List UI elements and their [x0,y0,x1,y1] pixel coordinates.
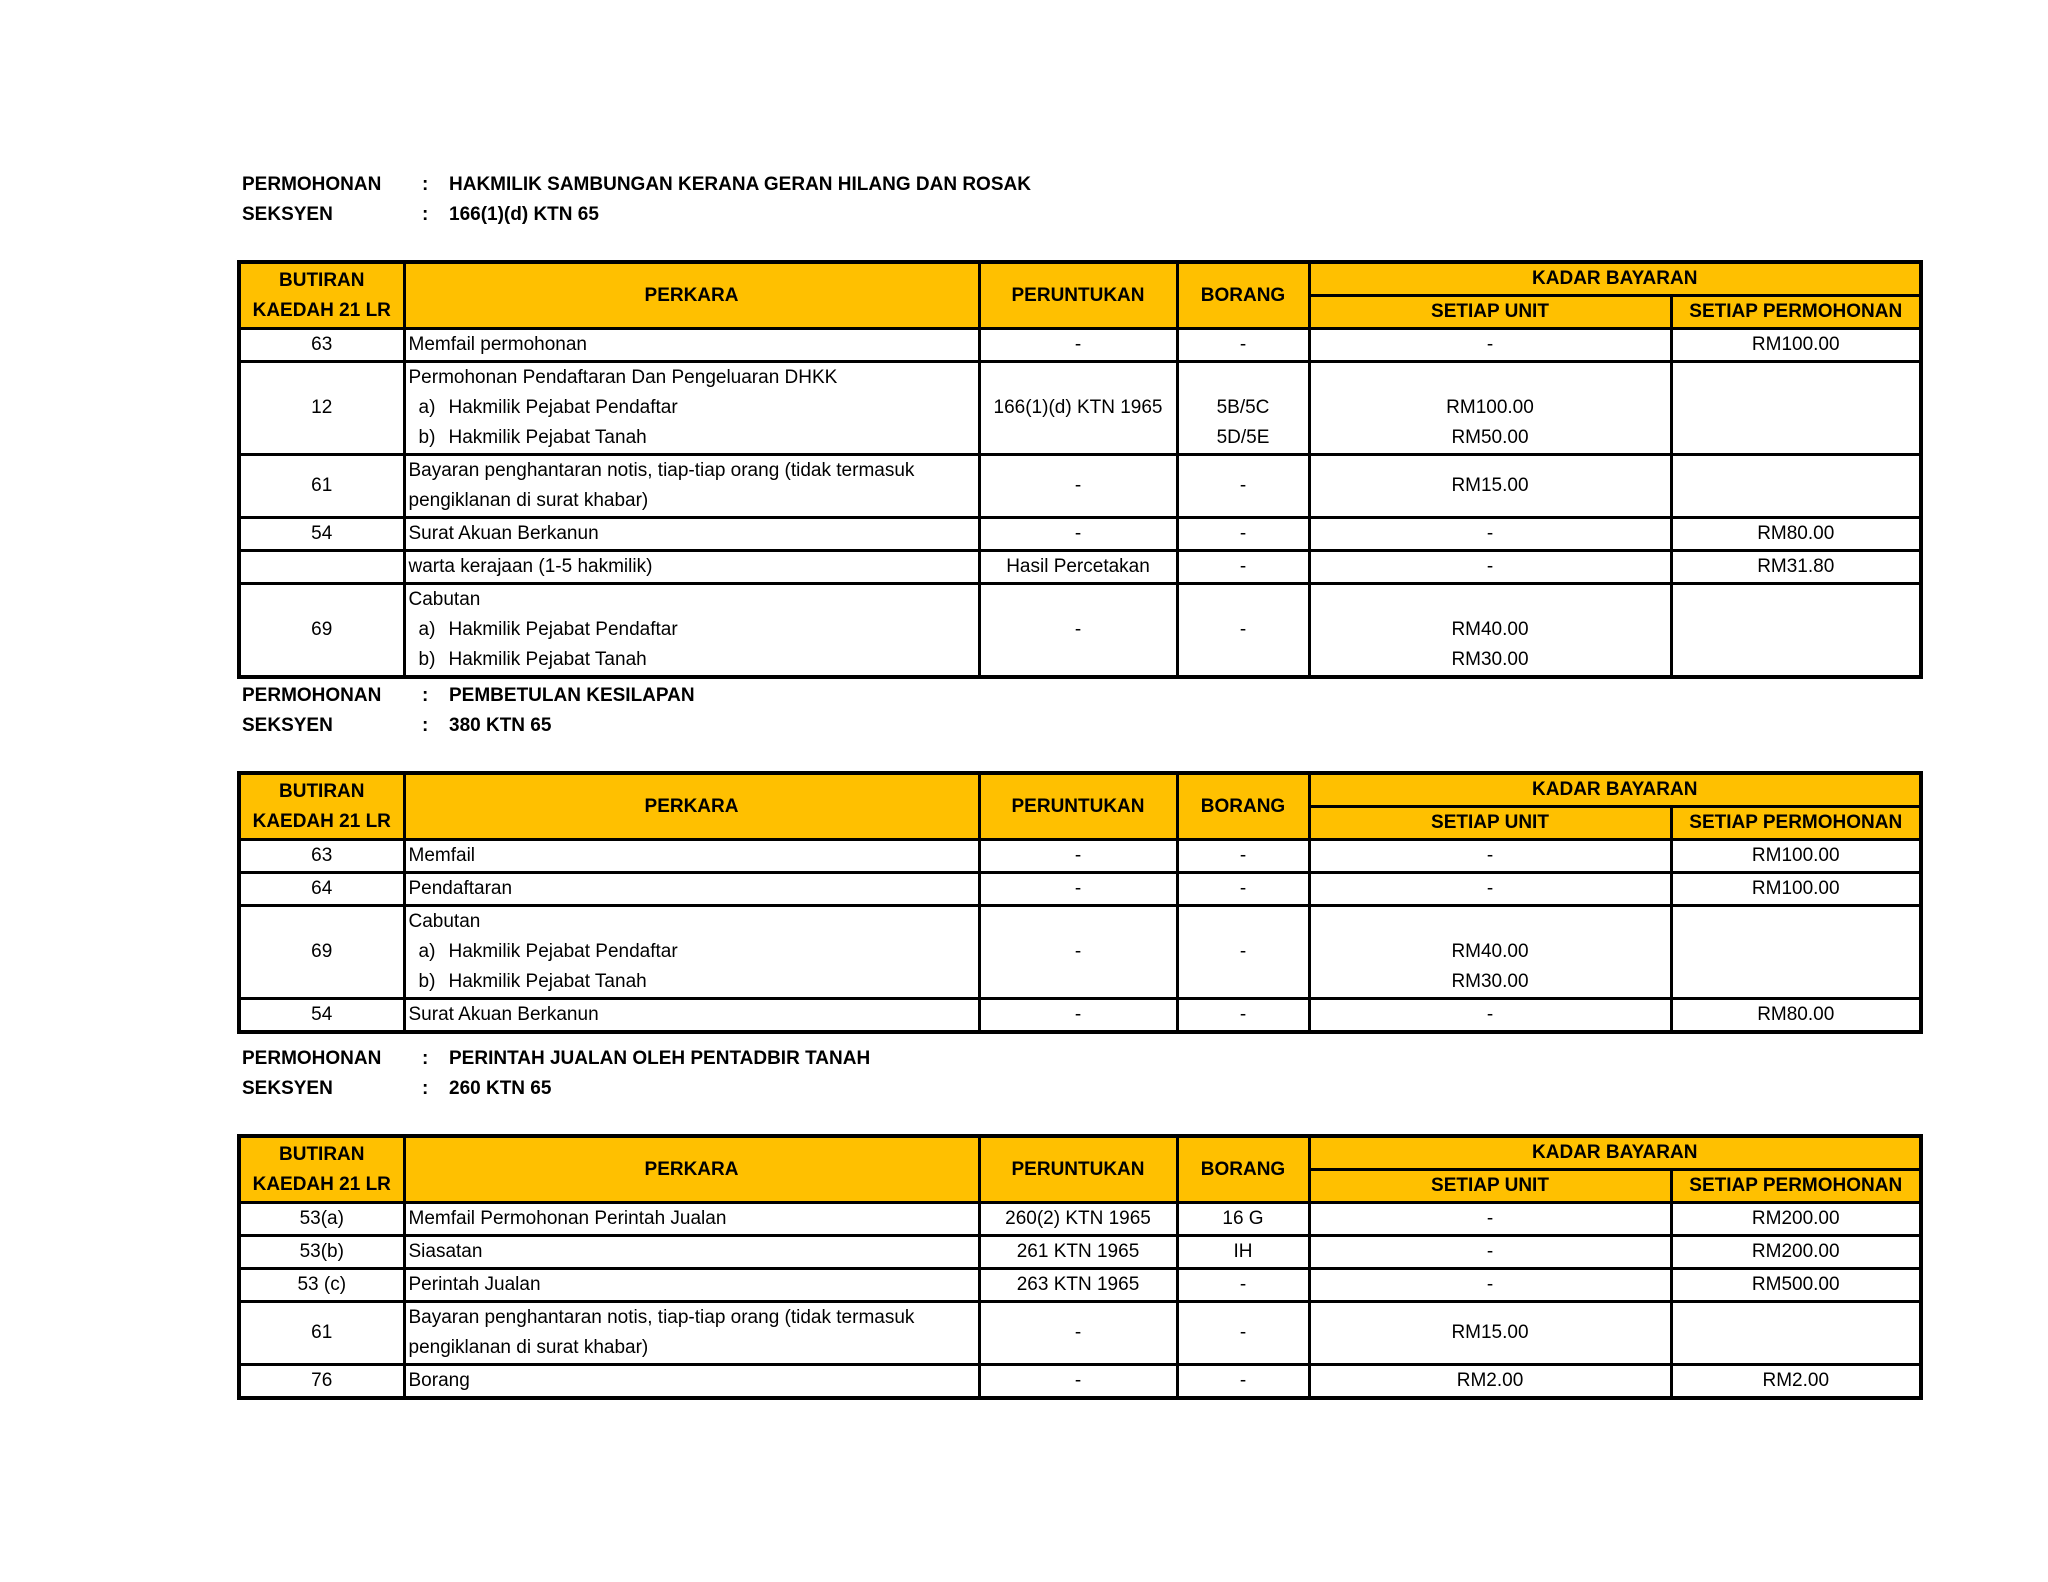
header-setiap-unit: SETIAP UNIT [1309,296,1671,329]
header-butiran-line1: BUTIRAN [279,269,365,291]
cell-setiap-permohonan [1671,329,1921,362]
perkara-subitem [409,937,978,967]
header-butiran [239,773,404,840]
section-info [237,681,1919,743]
table-header [239,1136,1921,1203]
cell-setiap-unit [1309,455,1671,518]
header-peruntukan: PERUNTUKAN [979,773,1177,840]
cell-setiap-unit-value: RM2.00 [1456,1370,1524,1391]
cell-peruntukan [979,518,1177,551]
cell-setiap-unit-value [1311,363,1670,393]
cell-setiap-permohonan-value [1673,937,1920,967]
cell-setiap-unit [1309,584,1671,678]
cell-peruntukan-value: - [1074,1370,1082,1391]
section-info [237,1044,1919,1106]
perkara-line: Memfail permohonan [408,334,587,355]
cell-borang-value: 5B/5C [1216,397,1270,418]
cell-borang-value: 5D/5E [1216,427,1270,448]
cell-peruntukan [979,551,1177,584]
cell-setiap-permohonan-value [1673,1318,1920,1348]
cell-setiap-unit [1309,362,1671,455]
cell-setiap-permohonan [1671,1236,1921,1269]
table-body [239,840,1921,1033]
cell-peruntukan [979,362,1177,455]
permohonan-label: PERMOHONAN [242,685,382,706]
cell-peruntukan-value: - [1074,845,1082,866]
perkara-line: pengiklanan di surat khabar) [408,1337,649,1358]
header-row [239,773,1921,807]
permohonan-row [242,170,1031,200]
cell-perkara [404,999,979,1033]
cell-perkara [404,584,979,678]
cell-setiap-unit-value: RM50.00 [1451,427,1529,448]
cell-butiran: 63 [239,329,404,362]
cell-peruntukan [979,999,1177,1033]
cell-setiap-permohonan [1671,584,1921,678]
cell-setiap-permohonan [1671,551,1921,584]
table-row [239,551,1921,584]
cell-borang [1177,1269,1309,1302]
cell-perkara [404,873,979,906]
cell-setiap-unit-value: - [1486,845,1494,866]
cell-setiap-unit-value: - [1486,1004,1494,1025]
cell-peruntukan [979,1302,1177,1365]
cell-setiap-permohonan [1671,1365,1921,1399]
header-butiran-line2: KAEDAH 21 LR [252,299,391,321]
cell-peruntukan-value: Hasil Percetakan [1006,556,1150,577]
perkara-subitem [409,615,978,645]
cell-perkara [404,840,979,873]
cell-setiap-permohonan-value: RM100.00 [1751,845,1840,866]
cell-butiran: 54 [239,999,404,1033]
cell-setiap-unit-value: - [1486,1274,1494,1295]
cell-peruntukan-value: - [1074,878,1082,899]
cell-setiap-permohonan-value: RM80.00 [1757,523,1835,544]
cell-setiap-unit-value: RM15.00 [1451,1322,1529,1343]
fee-table [237,1134,1923,1400]
perkara-subitem [409,967,978,997]
cell-setiap-unit-value: RM100.00 [1446,397,1534,418]
cell-borang [1177,518,1309,551]
cell-borang [1177,999,1309,1033]
cell-peruntukan [979,455,1177,518]
cell-setiap-unit-value: - [1486,1241,1494,1262]
cell-setiap-unit [1309,1302,1671,1365]
cell-setiap-unit-value: RM40.00 [1451,941,1529,962]
cell-peruntukan [979,1269,1177,1302]
cell-setiap-unit [1309,999,1671,1033]
table-row [239,362,1921,455]
cell-setiap-permohonan-value: RM200.00 [1751,1208,1840,1229]
perkara-line: Surat Akuan Berkanun [408,523,599,544]
cell-setiap-unit-value: RM15.00 [1451,475,1529,496]
perkara-line: pengiklanan di surat khabar) [408,490,649,511]
cell-peruntukan-value: - [1074,523,1082,544]
cell-peruntukan-value [981,423,1176,453]
cell-perkara [404,551,979,584]
header-butiran-line2: KAEDAH 21 LR [252,810,391,832]
perkara-line: Pendaftaran [408,878,513,899]
cell-peruntukan [979,1236,1177,1269]
cell-borang [1177,1302,1309,1365]
cell-butiran: 76 [239,1365,404,1399]
colon: : [422,1048,429,1069]
cell-setiap-permohonan [1671,1302,1921,1365]
cell-setiap-unit [1309,518,1671,551]
header-perkara: PERKARA [404,262,979,329]
cell-peruntukan-value: - [1074,1004,1082,1025]
perkara-line: warta kerajaan (1-5 hakmilik) [408,556,653,577]
seksyen-row [242,200,599,230]
cell-borang [1177,362,1309,455]
fee-section-3 [237,1044,1919,1391]
colon: : [422,204,429,225]
perkara-line: Perintah Jualan [408,1274,541,1295]
cell-setiap-permohonan [1671,362,1921,455]
table-row [239,518,1921,551]
cell-setiap-unit-value: RM40.00 [1451,619,1529,640]
cell-borang [1177,455,1309,518]
cell-borang-value: - [1239,334,1247,355]
cell-borang-value: - [1239,941,1247,962]
cell-perkara [404,1269,979,1302]
fee-table [237,260,1923,679]
cell-borang [1177,1236,1309,1269]
cell-setiap-unit [1309,551,1671,584]
header-peruntukan: PERUNTUKAN [979,262,1177,329]
seksyen-label: SEKSYEN [242,1078,333,1099]
fee-section-1 [237,170,1919,670]
perkara-subitem-text: Hakmilik Pejabat Tanah [448,971,647,992]
cell-peruntukan-value: - [1074,1322,1082,1343]
perkara-subitem-text: Hakmilik Pejabat Pendaftar [448,397,678,418]
header-butiran-line2: KAEDAH 21 LR [252,1173,391,1195]
perkara-line: Permohonan Pendaftaran Dan Pengeluaran DHKK [408,367,838,388]
cell-butiran: 53 (c) [239,1269,404,1302]
cell-butiran: 63 [239,840,404,873]
fee-section-2 [237,681,1919,1025]
cell-butiran: 61 [239,1302,404,1365]
header-peruntukan: PERUNTUKAN [979,1136,1177,1203]
cell-borang-value [1179,363,1308,393]
header-perkara: PERKARA [404,1136,979,1203]
cell-peruntukan-value: - [1074,475,1082,496]
table-row [239,1203,1921,1236]
colon: : [422,685,429,706]
cell-borang-value: - [1239,619,1247,640]
cell-butiran: 12 [239,362,404,455]
table-header [239,773,1921,840]
cell-peruntukan-value: 263 KTN 1965 [1016,1274,1140,1295]
perkara-subitem-key: a) [418,941,436,962]
cell-setiap-permohonan-value: RM500.00 [1751,1274,1840,1295]
cell-peruntukan-value: - [1074,334,1082,355]
section-info [237,170,1919,232]
cell-peruntukan [979,584,1177,678]
cell-setiap-unit [1309,1236,1671,1269]
cell-setiap-permohonan-value: RM100.00 [1751,334,1840,355]
cell-borang-value: - [1239,1370,1247,1391]
cell-peruntukan-value: 166(1)(d) KTN 1965 [993,397,1163,418]
header-butiran-line1: BUTIRAN [279,780,365,802]
cell-perkara [404,1203,979,1236]
cell-setiap-unit-value: - [1486,523,1494,544]
cell-setiap-permohonan [1671,840,1921,873]
cell-borang [1177,551,1309,584]
permohonan-row [242,1044,870,1074]
seksyen-value: 260 KTN 65 [449,1078,552,1099]
cell-perkara [404,455,979,518]
table-row [239,1269,1921,1302]
header-kadar-bayaran: KADAR BAYARAN [1309,1136,1921,1170]
cell-setiap-unit-value: - [1486,1208,1494,1229]
cell-setiap-permohonan-value [1673,393,1920,423]
header-kadar-bayaran: KADAR BAYARAN [1309,773,1921,807]
header-row [239,262,1921,296]
cell-perkara [404,1236,979,1269]
header-perkara: PERKARA [404,773,979,840]
table-row [239,840,1921,873]
cell-butiran: 69 [239,906,404,999]
cell-setiap-permohonan-value [1673,471,1920,501]
cell-peruntukan [979,1203,1177,1236]
cell-borang [1177,1365,1309,1399]
cell-perkara [404,518,979,551]
cell-borang-value: - [1239,878,1247,899]
cell-borang-value: - [1239,523,1247,544]
cell-perkara [404,362,979,455]
perkara-subitem-key: a) [418,397,436,418]
perkara-subitem-text: Hakmilik Pejabat Pendaftar [448,941,678,962]
perkara-line: Borang [408,1370,470,1391]
cell-setiap-permohonan-value: RM200.00 [1751,1241,1840,1262]
cell-borang [1177,906,1309,999]
seksyen-value: 380 KTN 65 [449,715,552,736]
cell-setiap-unit-value [1311,907,1670,937]
cell-peruntukan-value: - [1074,619,1082,640]
table-row [239,873,1921,906]
cell-setiap-permohonan [1671,1203,1921,1236]
cell-peruntukan [979,840,1177,873]
cell-peruntukan [979,906,1177,999]
perkara-line: Memfail [408,845,476,866]
cell-setiap-unit [1309,1203,1671,1236]
perkara-subitem-text: Hakmilik Pejabat Pendaftar [448,619,678,640]
cell-borang [1177,329,1309,362]
fee-table [237,771,1923,1034]
cell-borang-value: - [1239,1322,1247,1343]
header-setiap-permohonan: SETIAP PERMOHONAN [1671,296,1921,329]
permohonan-row [242,681,695,711]
perkara-subitem-key: b) [418,427,436,448]
perkara-line: Bayaran penghantaran notis, tiap-tiap orang (tidak termasuk [408,460,915,481]
cell-borang [1177,1203,1309,1236]
cell-setiap-permohonan [1671,999,1921,1033]
perkara-line: Siasatan [408,1241,483,1262]
cell-setiap-unit-value: RM30.00 [1451,971,1529,992]
cell-butiran: 53(b) [239,1236,404,1269]
cell-setiap-unit [1309,1269,1671,1302]
header-row [239,1136,1921,1170]
header-butiran [239,262,404,329]
permohonan-value: PERINTAH JUALAN OLEH PENTADBIR TANAH [449,1048,871,1069]
permohonan-label: PERMOHONAN [242,174,382,195]
permohonan-label: PERMOHONAN [242,1048,382,1069]
table-row [239,1302,1921,1365]
table-body [239,1203,1921,1399]
cell-borang-value: - [1239,1274,1247,1295]
cell-borang [1177,584,1309,678]
cell-perkara [404,329,979,362]
perkara-subitem [409,393,978,423]
table-row [239,584,1921,678]
perkara-line: Memfail Permohonan Perintah Jualan [408,1208,727,1229]
cell-setiap-permohonan-value: RM100.00 [1751,878,1840,899]
cell-perkara [404,1365,979,1399]
cell-borang-value: - [1239,556,1247,577]
header-borang: BORANG [1177,1136,1309,1203]
header-kadar-bayaran: KADAR BAYARAN [1309,262,1921,296]
table-body [239,329,1921,678]
perkara-subitem [409,645,978,675]
cell-butiran: 64 [239,873,404,906]
cell-setiap-unit-value: - [1486,556,1494,577]
seksyen-row [242,1074,551,1104]
cell-setiap-unit-value: - [1486,334,1494,355]
header-setiap-unit: SETIAP UNIT [1309,807,1671,840]
cell-setiap-permohonan-value: RM2.00 [1762,1370,1830,1391]
cell-butiran [239,551,404,584]
cell-setiap-permohonan [1671,518,1921,551]
seksyen-label: SEKSYEN [242,204,333,225]
cell-borang-value: - [1239,1004,1247,1025]
cell-setiap-permohonan-value: RM31.80 [1757,556,1835,577]
perkara-subitem [409,423,978,453]
colon: : [422,174,429,195]
cell-butiran: 69 [239,584,404,678]
colon: : [422,1078,429,1099]
perkara-subitem-key: a) [418,619,436,640]
seksyen-value: 166(1)(d) KTN 65 [449,204,599,225]
perkara-line: Surat Akuan Berkanun [408,1004,599,1025]
perkara-subitem-key: b) [418,971,436,992]
cell-setiap-unit [1309,840,1671,873]
cell-setiap-unit [1309,906,1671,999]
perkara-line: Cabutan [408,589,481,610]
cell-peruntukan-value: 261 KTN 1965 [1016,1241,1140,1262]
perkara-subitem-text: Hakmilik Pejabat Tanah [448,427,647,448]
cell-peruntukan [979,1365,1177,1399]
header-borang: BORANG [1177,773,1309,840]
cell-borang-value: - [1239,475,1247,496]
perkara-subitem-text: Hakmilik Pejabat Tanah [448,649,647,670]
cell-borang-value: - [1239,845,1247,866]
cell-peruntukan-value [981,363,1176,393]
seksyen-row [242,711,551,741]
table-row [239,329,1921,362]
cell-peruntukan [979,329,1177,362]
cell-setiap-permohonan [1671,906,1921,999]
cell-setiap-unit [1309,329,1671,362]
table-row [239,906,1921,999]
header-setiap-permohonan: SETIAP PERMOHONAN [1671,1170,1921,1203]
cell-borang-value: 16 G [1222,1208,1264,1229]
header-setiap-permohonan: SETIAP PERMOHONAN [1671,807,1921,840]
colon: : [422,715,429,736]
cell-setiap-permohonan-value [1673,615,1920,645]
header-butiran [239,1136,404,1203]
cell-setiap-unit [1309,1365,1671,1399]
table-row [239,1236,1921,1269]
cell-perkara [404,906,979,999]
cell-setiap-permohonan [1671,873,1921,906]
cell-peruntukan-value: 260(2) KTN 1965 [1005,1208,1151,1229]
table-row [239,1365,1921,1399]
cell-borang [1177,840,1309,873]
seksyen-label: SEKSYEN [242,715,333,736]
cell-setiap-unit-value [1311,585,1670,615]
perkara-line: Cabutan [408,911,481,932]
cell-peruntukan-value: - [1074,941,1082,962]
cell-butiran: 61 [239,455,404,518]
cell-setiap-permohonan [1671,1269,1921,1302]
header-borang: BORANG [1177,262,1309,329]
cell-borang [1177,873,1309,906]
cell-perkara [404,1302,979,1365]
cell-peruntukan [979,873,1177,906]
perkara-line: Bayaran penghantaran notis, tiap-tiap orang (tidak termasuk [408,1307,915,1328]
header-butiran-line1: BUTIRAN [279,1143,365,1165]
permohonan-value: PEMBETULAN KESILAPAN [449,685,695,706]
cell-setiap-permohonan [1671,455,1921,518]
cell-setiap-permohonan-value: RM80.00 [1757,1004,1835,1025]
cell-setiap-unit [1309,873,1671,906]
table-row [239,999,1921,1033]
cell-borang-value: IH [1233,1241,1253,1262]
perkara-subitem-key: b) [418,649,436,670]
table-row [239,455,1921,518]
cell-butiran: 54 [239,518,404,551]
table-header [239,262,1921,329]
permohonan-value: HAKMILIK SAMBUNGAN KERANA GERAN HILANG DAN ROSAK [449,174,1031,195]
cell-setiap-unit-value: - [1486,878,1494,899]
header-setiap-unit: SETIAP UNIT [1309,1170,1671,1203]
cell-setiap-unit-value: RM30.00 [1451,649,1529,670]
cell-butiran: 53(a) [239,1203,404,1236]
